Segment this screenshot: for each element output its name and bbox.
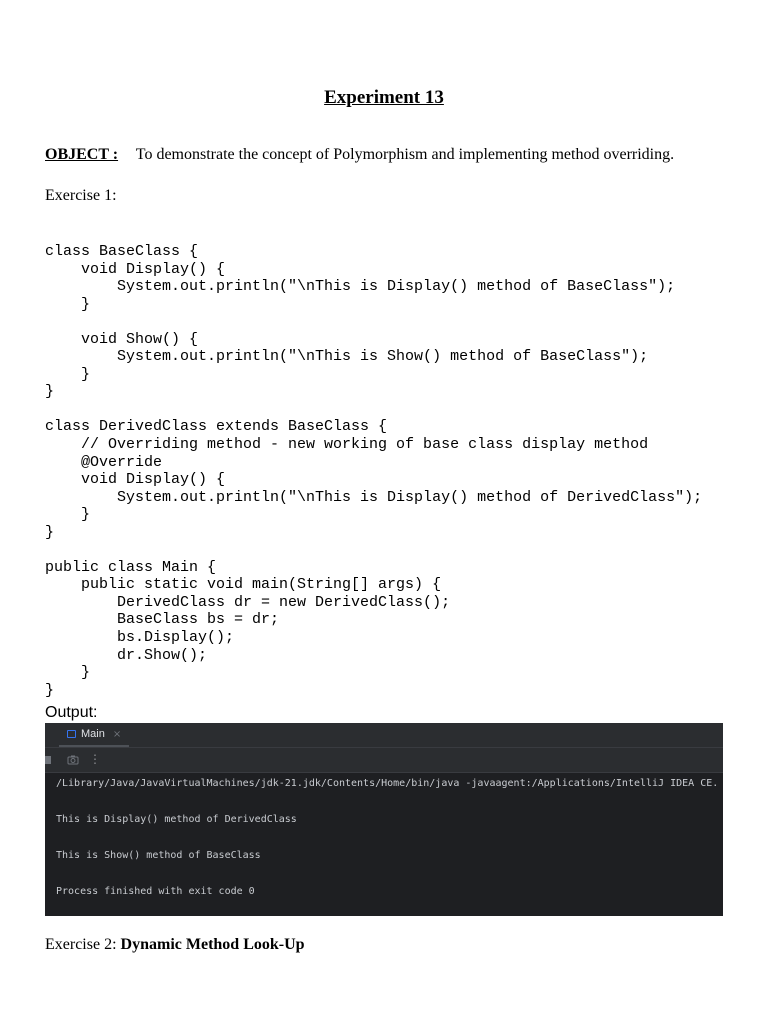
page-title: Experiment 13 xyxy=(324,87,444,108)
console-output xyxy=(56,778,723,897)
camera-icon[interactable] xyxy=(67,754,79,766)
console-line: This is Display() method of DerivedClass xyxy=(56,814,297,825)
exercise2-prefix: Exercise 2: xyxy=(45,936,121,953)
code-listing: class BaseClass { void Display() { System.out.println("\nThis is Display() method of BaseClass"); } void Show() { System.out.println("\nThis is Show() method of BaseClass"); } } class DerivedClass extends BaseClass { // Overriding method - new working of base class display method @Override void Display() { System.out.println("\nThis is Display() method of DerivedClass"); } } public class Main { public static void main(String[] args) { DerivedClass dr = new DerivedClass(); BaseClass bs = dr; bs.Display(); dr.Show(); } } xyxy=(45,243,703,699)
tab-main[interactable] xyxy=(59,723,129,747)
console-tabbar xyxy=(45,723,723,748)
console-line: This is Show() method of BaseClass xyxy=(56,850,261,861)
exercise1-label: Exercise 1: xyxy=(45,187,117,204)
console-line: Process finished with exit code 0 xyxy=(56,886,255,897)
exercise2-heading xyxy=(45,935,305,955)
object-paragraph xyxy=(45,145,722,166)
exercise2-title: Dynamic Method Look-Up xyxy=(120,936,305,953)
object-label: OBJECT : xyxy=(45,146,119,163)
console-screenshot xyxy=(45,723,723,916)
console-toolbar xyxy=(45,748,723,773)
console-line: /Library/Java/JavaVirtualMachines/jdk-21.jdk/Contents/Home/bin/java -javaagent:/Applications/IntelliJ IDEA CE. xyxy=(56,778,719,789)
close-icon[interactable]: × xyxy=(112,728,122,740)
more-options-icon[interactable]: ⋮ xyxy=(89,752,101,766)
output-label: Output: xyxy=(45,704,98,721)
run-config-icon xyxy=(67,730,76,738)
tab-main-label: Main xyxy=(81,728,105,740)
object-text: To demonstrate the concept of Polymorphism and implementing method overriding. xyxy=(135,146,675,163)
stop-icon[interactable] xyxy=(45,756,51,764)
